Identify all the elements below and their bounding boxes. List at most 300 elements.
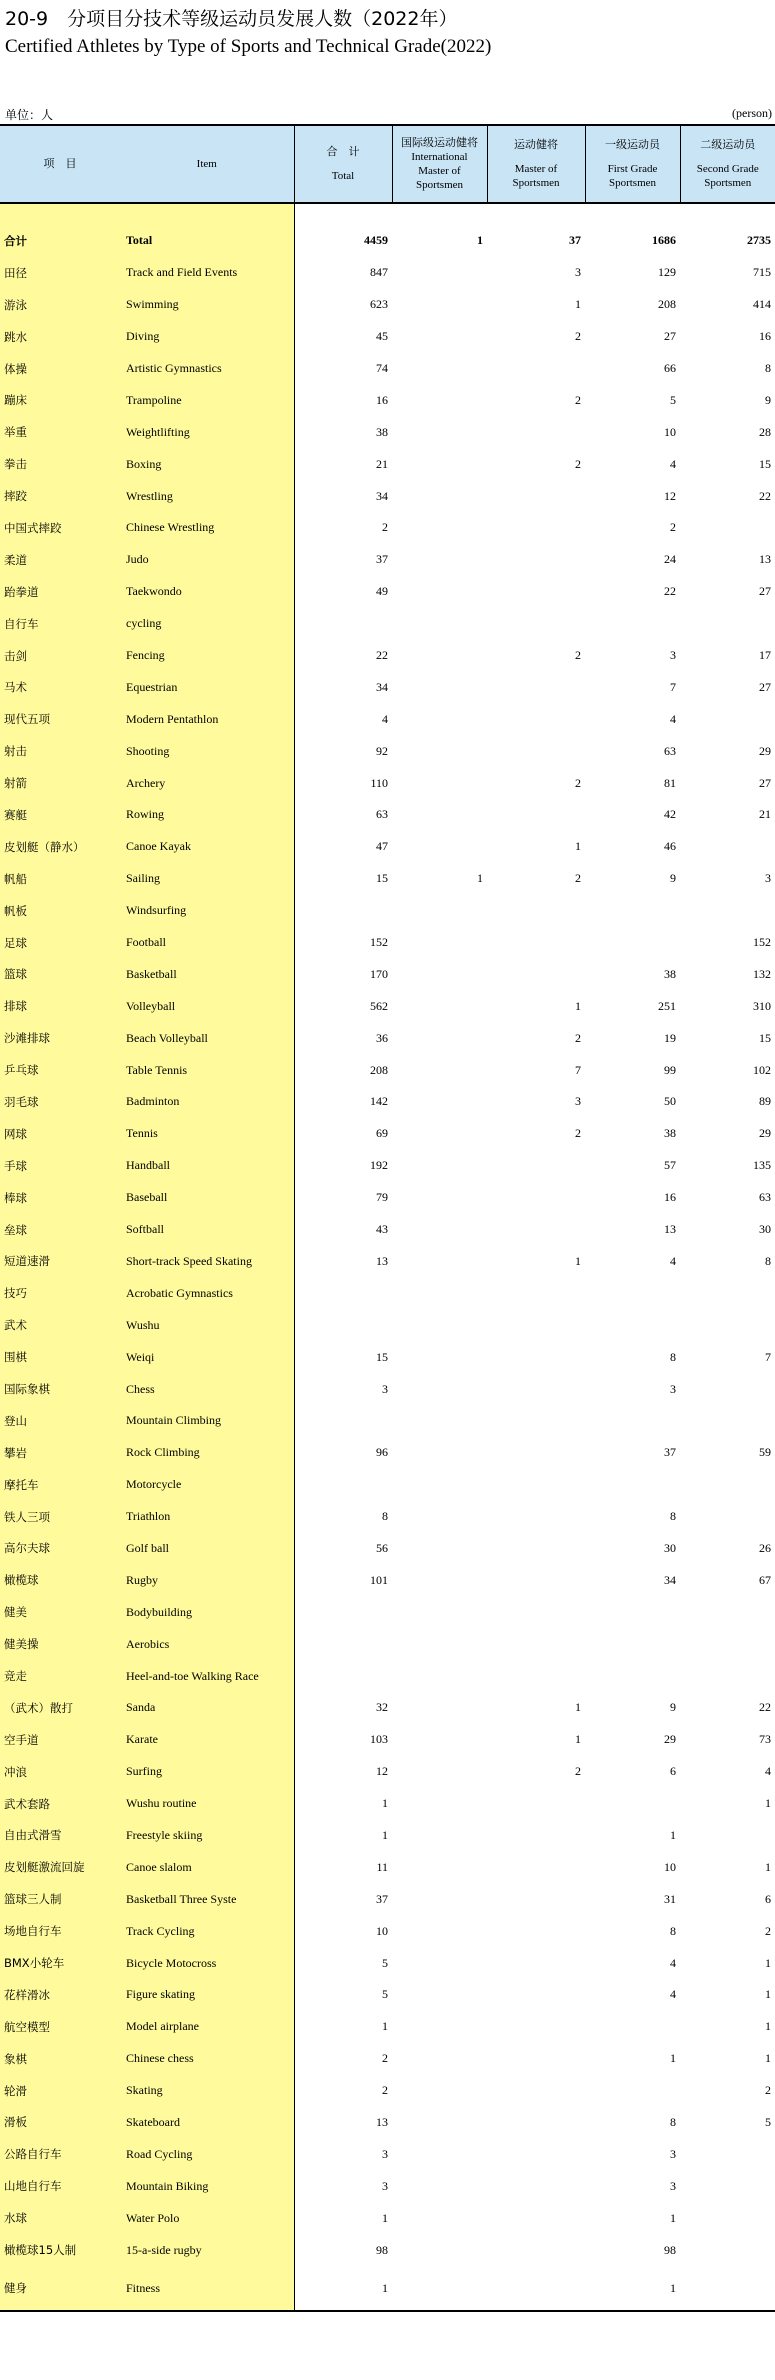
first-grade-cell: 13 xyxy=(664,1222,676,1237)
total-cell: 562 xyxy=(294,990,392,1022)
table-row xyxy=(0,289,775,321)
item-name-en: Boxing xyxy=(120,448,294,480)
total-cell: 36 xyxy=(294,1022,392,1054)
total-cell: 170 xyxy=(294,958,392,990)
second-grade-cell xyxy=(680,512,775,544)
item-name-en: Trampoline xyxy=(120,384,294,416)
master-cell: 2 xyxy=(575,648,581,663)
master-cell: 2 xyxy=(575,329,581,344)
item-name-zh: 举重 xyxy=(0,416,120,448)
master-cell xyxy=(487,703,585,735)
master-cell: 37 xyxy=(569,233,581,248)
master-cell: 2 xyxy=(575,871,581,886)
item-name-en: Golf ball xyxy=(120,1533,294,1565)
spacer-cell xyxy=(585,203,680,225)
item-name-en: cycling xyxy=(120,608,294,640)
table-row xyxy=(0,2234,775,2266)
second-grade-cell: 15 xyxy=(759,1030,771,1045)
total-cell: 5 xyxy=(294,1979,392,2011)
first-grade-cell xyxy=(585,927,680,959)
second-grade-cell xyxy=(680,895,775,927)
table-row xyxy=(0,1086,775,1118)
second-grade-cell: 13 xyxy=(759,552,771,567)
international-master-cell xyxy=(392,990,487,1022)
item-name-en: Model airplane xyxy=(120,2011,294,2043)
table-row xyxy=(0,416,775,448)
item-name-en: Bicycle Motocross xyxy=(120,1947,294,1979)
master-cell: 2 xyxy=(575,775,581,790)
first-grade-cell: 10 xyxy=(664,1859,676,1874)
second-grade-cell: 1 xyxy=(765,2051,771,2066)
item-name-en: Total xyxy=(120,225,294,257)
international-master-cell xyxy=(392,512,487,544)
master-cell xyxy=(487,544,585,576)
international-master-cell xyxy=(392,1277,487,1309)
second-grade-cell: 6 xyxy=(765,1891,771,1906)
second-grade-cell xyxy=(680,831,775,863)
first-grade-cell: 3 xyxy=(670,1381,676,1396)
first-grade-cell: 129 xyxy=(658,265,676,280)
item-name-en: Rowing xyxy=(120,799,294,831)
total-cell: 2 xyxy=(294,512,392,544)
table-row xyxy=(0,1309,775,1341)
international-master-cell xyxy=(392,703,487,735)
first-grade-cell xyxy=(585,2011,680,2043)
item-name-en: Football xyxy=(120,927,294,959)
item-name-zh: 技巧 xyxy=(0,1277,120,1309)
item-name-en: Karate xyxy=(120,1724,294,1756)
item-name-en: Fencing xyxy=(120,640,294,672)
international-master-cell xyxy=(392,353,487,385)
item-name-zh: 射箭 xyxy=(0,767,120,799)
international-master-cell xyxy=(392,1788,487,1820)
item-name-zh: 冲浪 xyxy=(0,1756,120,1788)
total-cell: 79 xyxy=(294,1182,392,1214)
item-name-en: Triathlon xyxy=(120,1501,294,1533)
total-cell xyxy=(294,1469,392,1501)
master-cell xyxy=(487,1564,585,1596)
master-cell xyxy=(487,1437,585,1469)
total-cell: 110 xyxy=(294,767,392,799)
master-cell xyxy=(487,1660,585,1692)
first-grade-cell: 4 xyxy=(670,1253,676,1268)
item-name-en: Canoe slalom xyxy=(120,1851,294,1883)
first-grade-cell: 3 xyxy=(670,648,676,663)
master-cell: 3 xyxy=(575,265,581,280)
total-cell: 45 xyxy=(294,321,392,353)
table-row xyxy=(0,1405,775,1437)
header-item-en: Item xyxy=(120,125,294,203)
second-grade-cell xyxy=(680,1405,775,1437)
second-grade-cell: 102 xyxy=(753,1062,771,1077)
header-total-en: Total xyxy=(331,170,355,182)
international-master-cell xyxy=(392,1628,487,1660)
item-name-zh: 射击 xyxy=(0,735,120,767)
international-master-cell xyxy=(392,257,487,289)
item-name-zh: 马术 xyxy=(0,671,120,703)
athletes-table-container xyxy=(0,124,775,2312)
total-cell: 4 xyxy=(294,703,392,735)
item-name-zh: 航空模型 xyxy=(0,2011,120,2043)
first-grade-cell xyxy=(585,1309,680,1341)
first-grade-cell: 8 xyxy=(670,1349,676,1364)
international-master-cell xyxy=(392,1214,487,1246)
header-master-en-2: Sportsmen xyxy=(512,177,560,189)
international-master-cell xyxy=(392,1596,487,1628)
master-cell xyxy=(487,353,585,385)
international-master-cell xyxy=(392,576,487,608)
header-intl-en-1: International xyxy=(411,151,468,163)
table-row xyxy=(0,1692,775,1724)
athletes-table xyxy=(0,124,775,2312)
total-cell: 98 xyxy=(294,2234,392,2266)
unit-label-en: (person) xyxy=(732,106,772,120)
first-grade-cell xyxy=(585,2075,680,2107)
item-name-zh: 轮滑 xyxy=(0,2075,120,2107)
international-master-cell xyxy=(392,2170,487,2202)
master-cell xyxy=(487,1788,585,1820)
total-cell xyxy=(294,895,392,927)
international-master-cell xyxy=(392,1851,487,1883)
international-master-cell xyxy=(392,2138,487,2170)
table-row xyxy=(0,671,775,703)
international-master-cell xyxy=(392,958,487,990)
item-name-en: Artistic Gymnastics xyxy=(120,353,294,385)
international-master-cell: 1 xyxy=(477,871,483,886)
total-cell xyxy=(294,1309,392,1341)
item-name-zh: 山地自行车 xyxy=(0,2170,120,2202)
first-grade-cell xyxy=(585,1596,680,1628)
total-cell: 3 xyxy=(294,1373,392,1405)
international-master-cell xyxy=(392,767,487,799)
master-cell xyxy=(487,1820,585,1852)
master-cell xyxy=(487,2138,585,2170)
second-grade-cell: 29 xyxy=(759,743,771,758)
second-grade-cell: 9 xyxy=(765,392,771,407)
total-cell xyxy=(294,1628,392,1660)
item-name-zh: 花样滑冰 xyxy=(0,1979,120,2011)
item-name-zh: 拳击 xyxy=(0,448,120,480)
master-cell xyxy=(487,2266,585,2311)
master-cell xyxy=(487,927,585,959)
second-grade-cell: 3 xyxy=(765,871,771,886)
master-cell xyxy=(487,1469,585,1501)
item-name-zh: 跆拳道 xyxy=(0,576,120,608)
master-cell xyxy=(487,799,585,831)
item-name-en: Swimming xyxy=(120,289,294,321)
master-cell: 1 xyxy=(575,839,581,854)
item-name-en: Handball xyxy=(120,1150,294,1182)
table-header xyxy=(0,125,775,203)
table-row xyxy=(0,1979,775,2011)
item-name-zh: 国际象棋 xyxy=(0,1373,120,1405)
header-intl-en-2: Master of xyxy=(418,165,461,177)
second-grade-cell: 2 xyxy=(765,1923,771,1938)
international-master-cell xyxy=(392,1182,487,1214)
table-body xyxy=(0,203,775,2311)
item-name-zh: 篮球三人制 xyxy=(0,1883,120,1915)
header-item-zh: 项 目 xyxy=(0,125,120,203)
master-cell xyxy=(487,2075,585,2107)
item-name-en: Badminton xyxy=(120,1086,294,1118)
international-master-cell xyxy=(392,2075,487,2107)
second-grade-cell: 22 xyxy=(759,488,771,503)
table-row xyxy=(0,2170,775,2202)
international-master-cell xyxy=(392,1086,487,1118)
total-cell: 15 xyxy=(294,1341,392,1373)
first-grade-cell: 6 xyxy=(670,1764,676,1779)
total-cell: 37 xyxy=(294,1883,392,1915)
international-master-cell xyxy=(392,1341,487,1373)
first-grade-cell: 3 xyxy=(670,2178,676,2193)
total-cell: 5 xyxy=(294,1947,392,1979)
header-master-en-1: Master of xyxy=(514,163,558,175)
table-row xyxy=(0,1788,775,1820)
total-cell: 34 xyxy=(294,671,392,703)
table-row xyxy=(0,767,775,799)
item-name-zh: 皮划艇（静水） xyxy=(0,831,120,863)
first-grade-cell: 38 xyxy=(664,1126,676,1141)
table-row xyxy=(0,1533,775,1565)
first-grade-cell: 22 xyxy=(664,584,676,599)
item-name-zh: 帆船 xyxy=(0,863,120,895)
table-row xyxy=(0,1724,775,1756)
second-grade-cell: 8 xyxy=(765,361,771,375)
master-cell xyxy=(487,1182,585,1214)
first-grade-cell: 19 xyxy=(664,1030,676,1045)
table-row xyxy=(0,1469,775,1501)
total-cell: 103 xyxy=(294,1724,392,1756)
item-name-zh: 足球 xyxy=(0,927,120,959)
table-row xyxy=(0,2043,775,2075)
item-name-zh: 垒球 xyxy=(0,1214,120,1246)
total-cell: 13 xyxy=(294,2107,392,2139)
item-name-en: Track and Field Events xyxy=(120,257,294,289)
total-cell xyxy=(294,608,392,640)
total-cell: 22 xyxy=(294,640,392,672)
item-name-zh: 击剑 xyxy=(0,640,120,672)
table-row xyxy=(0,2202,775,2234)
table-row xyxy=(0,512,775,544)
total-cell: 208 xyxy=(294,1054,392,1086)
second-grade-cell: 1 xyxy=(765,2019,771,2034)
second-grade-cell: 22 xyxy=(759,1700,771,1715)
total-cell: 32 xyxy=(294,1692,392,1724)
table-row xyxy=(0,384,775,416)
table-row xyxy=(0,640,775,672)
international-master-cell xyxy=(392,1373,487,1405)
first-grade-cell: 1686 xyxy=(652,233,676,248)
table-row xyxy=(0,353,775,385)
item-name-zh: 网球 xyxy=(0,1118,120,1150)
item-name-en: Beach Volleyball xyxy=(120,1022,294,1054)
table-row xyxy=(0,1054,775,1086)
master-cell: 2 xyxy=(575,1126,581,1141)
table-row xyxy=(0,2075,775,2107)
total-cell: 2 xyxy=(294,2043,392,2075)
first-grade-cell: 9 xyxy=(670,871,676,886)
master-cell xyxy=(487,1309,585,1341)
second-grade-cell xyxy=(680,1820,775,1852)
total-cell: 3 xyxy=(294,2170,392,2202)
second-grade-cell xyxy=(680,2266,775,2311)
master-cell xyxy=(487,958,585,990)
table-row xyxy=(0,608,775,640)
first-grade-cell: 12 xyxy=(664,488,676,503)
first-grade-cell xyxy=(585,608,680,640)
master-cell xyxy=(487,2011,585,2043)
international-master-cell xyxy=(392,1947,487,1979)
first-grade-cell: 30 xyxy=(664,1540,676,1555)
first-grade-cell: 42 xyxy=(664,807,676,822)
total-cell: 1 xyxy=(294,1820,392,1852)
table-row xyxy=(0,1883,775,1915)
total-cell: 11 xyxy=(294,1851,392,1883)
first-grade-cell: 38 xyxy=(664,966,676,981)
total-row xyxy=(0,225,775,257)
international-master-cell xyxy=(392,735,487,767)
first-grade-cell: 208 xyxy=(658,297,676,312)
first-grade-cell xyxy=(585,1660,680,1692)
international-master-cell xyxy=(392,895,487,927)
master-cell: 1 xyxy=(575,1700,581,1715)
first-grade-cell xyxy=(585,1277,680,1309)
item-name-zh: 场地自行车 xyxy=(0,1915,120,1947)
item-name-zh: 水球 xyxy=(0,2202,120,2234)
second-grade-cell: 27 xyxy=(759,775,771,790)
second-grade-cell: 73 xyxy=(759,1732,771,1747)
item-name-zh: （武术）散打 xyxy=(0,1692,120,1724)
item-name-zh: 篮球 xyxy=(0,958,120,990)
total-cell: 1 xyxy=(294,1788,392,1820)
second-grade-cell: 63 xyxy=(759,1190,771,1205)
table-row xyxy=(0,799,775,831)
second-grade-cell: 5 xyxy=(765,2114,771,2129)
international-master-cell xyxy=(392,2043,487,2075)
second-grade-cell: 15 xyxy=(759,456,771,471)
first-grade-cell xyxy=(585,1788,680,1820)
first-grade-cell: 27 xyxy=(664,329,676,344)
spacer-cell xyxy=(680,203,775,225)
header-second-grade xyxy=(680,125,775,203)
total-cell: 96 xyxy=(294,1437,392,1469)
first-grade-cell: 98 xyxy=(664,2242,676,2257)
first-grade-cell xyxy=(585,1628,680,1660)
international-master-cell xyxy=(392,480,487,512)
header-first-grade xyxy=(585,125,680,203)
international-master-cell xyxy=(392,1533,487,1565)
second-grade-cell: 89 xyxy=(759,1094,771,1109)
first-grade-cell: 4 xyxy=(670,1955,676,1970)
master-cell xyxy=(487,1979,585,2011)
first-grade-cell: 3 xyxy=(670,2146,676,2161)
total-cell xyxy=(294,1596,392,1628)
item-name-zh: 游泳 xyxy=(0,289,120,321)
second-grade-cell: 30 xyxy=(759,1222,771,1237)
master-cell xyxy=(487,1851,585,1883)
first-grade-cell: 8 xyxy=(670,1509,676,1524)
international-master-cell xyxy=(392,544,487,576)
item-name-zh: 健美 xyxy=(0,1596,120,1628)
item-name-en: Table Tennis xyxy=(120,1054,294,1086)
second-grade-cell xyxy=(680,1309,775,1341)
second-grade-cell: 2735 xyxy=(747,233,771,248)
first-grade-cell: 4 xyxy=(670,711,676,726)
master-cell xyxy=(487,1501,585,1533)
item-name-zh: 武术 xyxy=(0,1309,120,1341)
first-grade-cell: 50 xyxy=(664,1094,676,1109)
table-row xyxy=(0,1150,775,1182)
item-name-zh: 橄榄球 xyxy=(0,1564,120,1596)
second-grade-cell: 16 xyxy=(759,329,771,344)
spacer-row xyxy=(0,203,775,225)
total-cell: 43 xyxy=(294,1214,392,1246)
item-name-zh: 象棋 xyxy=(0,2043,120,2075)
item-name-en: Baseball xyxy=(120,1182,294,1214)
item-name-zh: 空手道 xyxy=(0,1724,120,1756)
item-name-en: Short-track Speed Skating xyxy=(120,1246,294,1278)
first-grade-cell: 57 xyxy=(664,1158,676,1173)
second-grade-cell: 152 xyxy=(753,935,771,950)
master-cell: 1 xyxy=(575,297,581,312)
international-master-cell xyxy=(392,1150,487,1182)
international-master-cell xyxy=(392,1979,487,2011)
master-cell xyxy=(487,480,585,512)
item-name-en: Aerobics xyxy=(120,1628,294,1660)
first-grade-cell: 4 xyxy=(670,1987,676,2002)
header-second-en-2: Sportsmen xyxy=(704,177,752,189)
master-cell xyxy=(487,2234,585,2266)
second-grade-cell: 27 xyxy=(759,584,771,599)
master-cell xyxy=(487,1628,585,1660)
second-grade-cell: 7 xyxy=(765,1349,771,1364)
second-grade-cell: 28 xyxy=(759,424,771,439)
item-name-zh: 体操 xyxy=(0,353,120,385)
item-name-en: Volleyball xyxy=(120,990,294,1022)
second-grade-cell xyxy=(680,1660,775,1692)
master-cell xyxy=(487,1883,585,1915)
master-cell xyxy=(487,512,585,544)
table-row xyxy=(0,321,775,353)
total-cell: 1 xyxy=(294,2011,392,2043)
item-name-en: Mountain Climbing xyxy=(120,1405,294,1437)
table-row xyxy=(0,2107,775,2139)
table-row xyxy=(0,2011,775,2043)
spacer-cell xyxy=(0,203,120,225)
international-master-cell xyxy=(392,1692,487,1724)
total-cell xyxy=(294,1660,392,1692)
international-master-cell xyxy=(392,671,487,703)
first-grade-cell: 8 xyxy=(670,1923,676,1938)
second-grade-cell: 2 xyxy=(765,2083,771,2098)
header-second-en-1: Second Grade xyxy=(696,163,759,175)
table-row xyxy=(0,1118,775,1150)
item-name-en: Canoe Kayak xyxy=(120,831,294,863)
second-grade-cell: 59 xyxy=(759,1445,771,1460)
table-row xyxy=(0,1022,775,1054)
item-name-en: Shooting xyxy=(120,735,294,767)
first-grade-cell xyxy=(585,1405,680,1437)
total-cell xyxy=(294,1405,392,1437)
master-cell: 2 xyxy=(575,1030,581,1045)
second-grade-cell: 4 xyxy=(765,1764,771,1779)
total-cell: 4459 xyxy=(294,225,392,257)
second-grade-cell: 135 xyxy=(753,1158,771,1173)
item-name-en: Figure skating xyxy=(120,1979,294,2011)
item-name-en: Freestyle skiing xyxy=(120,1820,294,1852)
international-master-cell xyxy=(392,321,487,353)
second-grade-cell: 715 xyxy=(753,265,771,280)
